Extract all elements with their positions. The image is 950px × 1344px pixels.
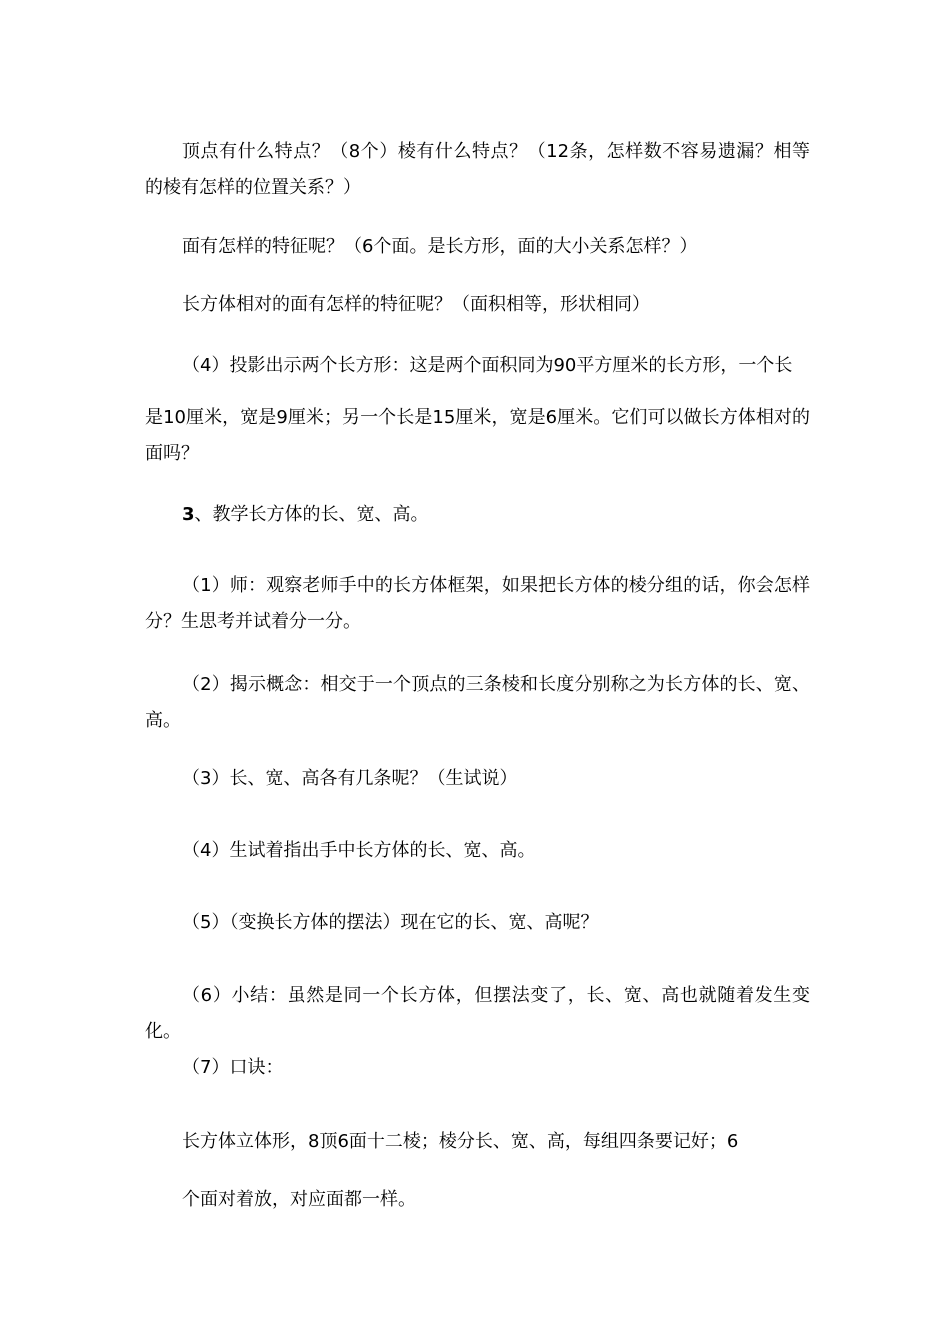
paragraph-step-6: （6）小结：虽然是同一个长方体，但摆法变了，长、宽、高也就随着发生变化。 (145, 985, 810, 1042)
section-heading: 3、教学长方体的长、宽、高。 (182, 504, 429, 525)
section-number: 3 (182, 504, 195, 525)
paragraph-step-4: （4）生试着指出手中长方体的长、宽、高。 (182, 840, 536, 861)
paragraph-step-7: （7）口诀： (182, 1057, 284, 1078)
paragraph-step-3: （3）长、宽、高各有几条呢？（生试说） (182, 768, 518, 789)
paragraph-face-features: 面有怎样的特征呢？（6个面。是长方形，面的大小关系怎样？） (182, 236, 698, 257)
paragraph-step-2: （2）揭示概念：相交于一个顶点的三条棱和长度分别称之为长方体的长、宽、高。 (145, 674, 810, 731)
paragraph-projection-1: （4）投影出示两个长方形：这是两个面积同为90平方厘米的长方形，一个长 (182, 355, 793, 376)
paragraph-opposite-faces: 长方体相对的面有怎样的特征呢？（面积相等，形状相同） (182, 294, 650, 315)
paragraph-rhyme-1: 长方体立体形，8顶6面十二棱；棱分长、宽、高，每组四条要记好；6 (182, 1131, 739, 1152)
paragraph-vertex-edge: 顶点有什么特点？（8个）棱有什么特点？（12条，怎样数不容易遗漏？相等的棱有怎样的位置关系？） (145, 141, 810, 198)
paragraph-step-1: （1）师：观察老师手中的长方体框架，如果把长方体的棱分组的话，你会怎样分？生思考并试着分一分。 (145, 575, 810, 632)
paragraph-rhyme-2: 个面对着放，对应面都一样。 (182, 1189, 416, 1210)
paragraph-projection-2: 是10厘米，宽是9厘米；另一个长是15厘米，宽是6厘米。它们可以做长方体相对的面吗？ (145, 407, 810, 464)
paragraph-step-5: （5）（变换长方体的摆法）现在它的长、宽、高呢？ (182, 912, 599, 933)
